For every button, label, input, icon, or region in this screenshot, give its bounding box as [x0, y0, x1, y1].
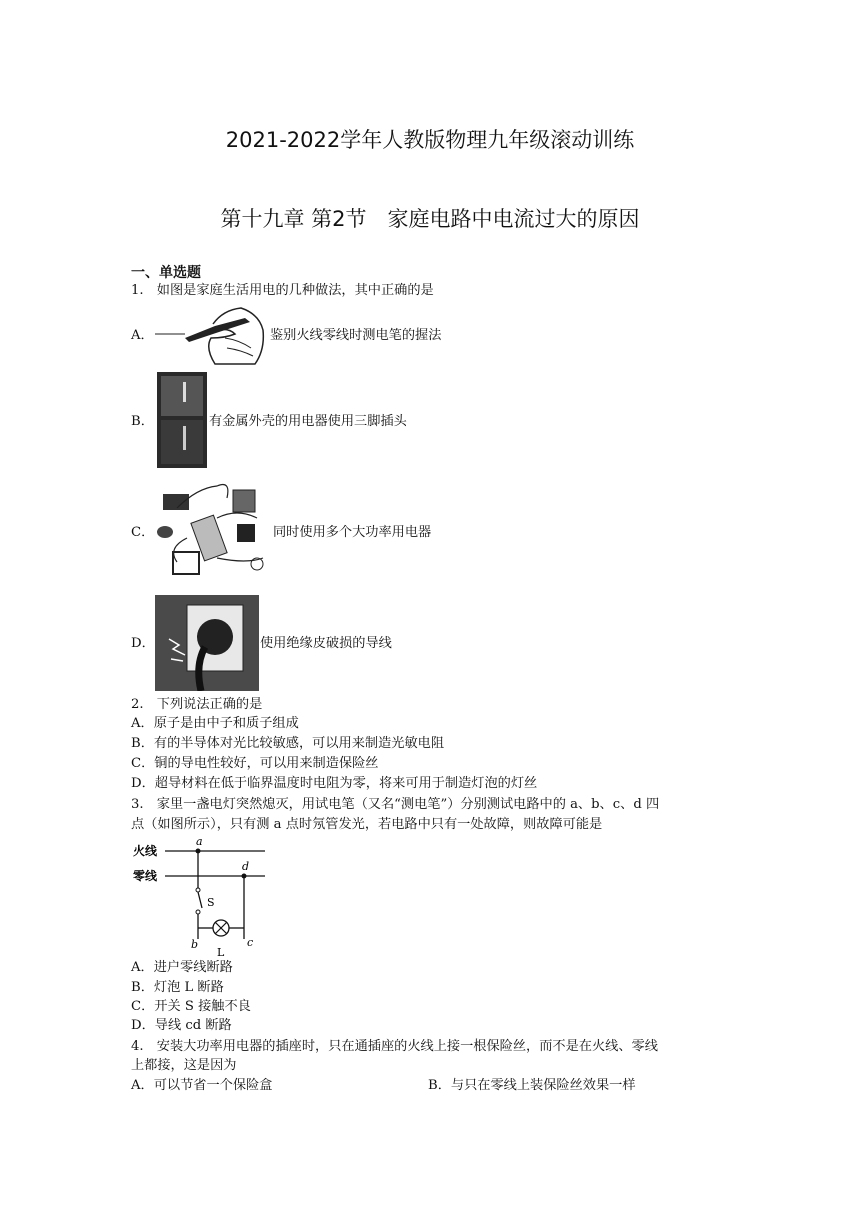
- q2-stem: 2. 下列说法正确的是: [131, 697, 263, 712]
- q2-option-d: D．超导材料在低于临界温度时电阻为零，将来可用于制造灯泡的灯丝: [131, 776, 538, 791]
- q2-option-c: C．铜的导电性较好，可以用来制造保险丝: [131, 756, 379, 771]
- point-a-label: a: [196, 836, 203, 848]
- q1-option-a-letter: A．: [131, 328, 154, 343]
- q1-option-c-letter: C．: [131, 525, 155, 540]
- q2-option-b: B．有的半导体对光比较敏感，可以用来制造光敏电阻: [131, 736, 445, 751]
- fridge-image: [157, 372, 207, 468]
- q4-stem-line1: 4. 安装大功率用电器的插座时，只在通插座的火线上接一根保险丝，而不是在火线、零线: [131, 1039, 658, 1054]
- q1-option-d-letter: D．: [131, 636, 155, 651]
- q3-stem-line1: 3. 家里一盏电灯突然熄灭，用试电笔（又名“测电笔”）分别测试电路中的 a、b、c、d 四: [131, 797, 660, 812]
- circuit-diagram: [131, 836, 271, 958]
- q1-option-b-letter: B．: [131, 414, 154, 429]
- q3-option-b: B．灯泡 L 断路: [131, 980, 224, 995]
- q1-option-c-text: 同时使用多个大功率用电器: [273, 525, 432, 540]
- q1-option-d-text: 使用绝缘皮破损的导线: [260, 636, 392, 651]
- q4-option-b: B．与只在零线上装保险丝效果一样: [428, 1078, 636, 1093]
- section-heading: 一、单选题: [131, 265, 201, 281]
- damaged-wire-image: [155, 595, 259, 691]
- q1-option-a-text: 鉴别火线零线时测电笔的握法: [270, 328, 442, 343]
- q3-option-a: A．进户零线断路: [131, 960, 233, 975]
- overloaded-socket-image: [157, 478, 273, 584]
- neutral-wire-label: 零线: [133, 869, 158, 883]
- q2-option-a: A．原子是由中子和质子组成: [131, 716, 299, 731]
- page-title: 2021-2022学年人教版物理九年级滚动训练: [225, 128, 635, 152]
- q4-stem-line2: 上都接，这是因为: [131, 1058, 237, 1073]
- point-d-label: d: [242, 860, 250, 873]
- test-pen-grip-image: [155, 304, 267, 368]
- q1-stem: 1. 如图是家庭生活用电的几种做法，其中正确的是: [131, 283, 434, 298]
- q3-stem-line2: 点（如图所示），只有测 a 点时氖管发光，若电路中只有一处故障，则故障可能是: [131, 817, 603, 832]
- point-c-label: c: [247, 936, 254, 949]
- q4-option-a: A．可以节省一个保险盒: [131, 1078, 273, 1093]
- live-wire-label: 火线: [133, 844, 158, 858]
- q3-option-c: C．开关 S 接触不良: [131, 999, 251, 1014]
- q1-option-b-text: 有金属外壳的用电器使用三脚插头: [209, 414, 407, 429]
- q3-option-d: D．导线 cd 断路: [131, 1018, 232, 1033]
- lamp-l-label: L: [217, 946, 225, 958]
- switch-s-label: S: [207, 896, 215, 909]
- point-b-label: b: [191, 938, 199, 951]
- page-subtitle: 第十九章 第2节 家庭电路中电流过大的原因: [220, 207, 640, 231]
